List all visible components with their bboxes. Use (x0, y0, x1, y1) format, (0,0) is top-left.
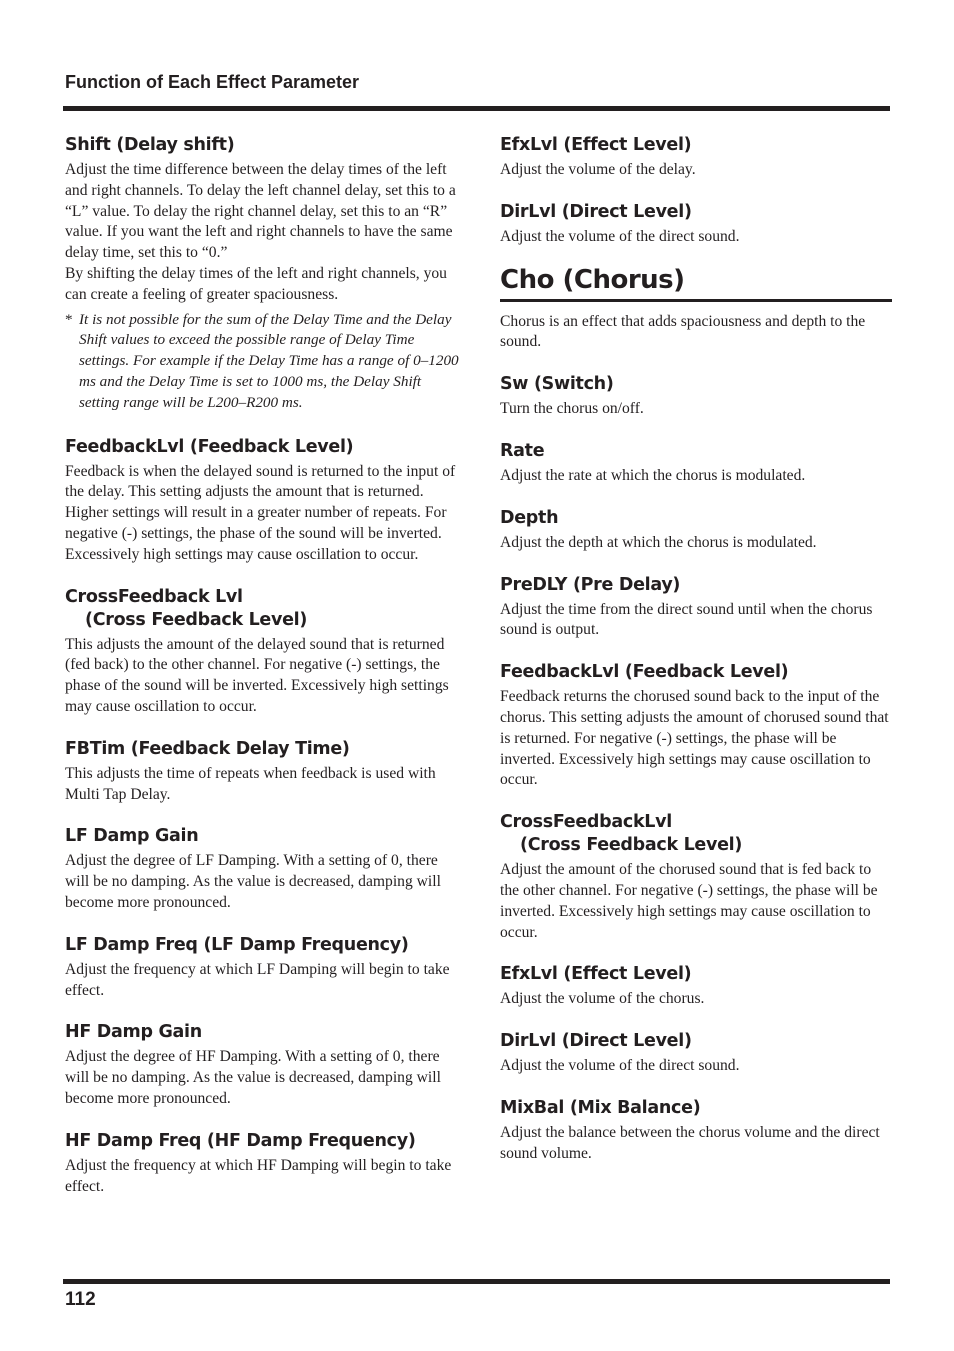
section-title-line1: CrossFeedbackLvl (500, 812, 672, 833)
section-body: Feedback is when the delayed sound is returned to the input of the delay. This setting adjusts the amount that is returned. Higher settings will result in a greater number of repeats. For negative (-) settings, the phase of the sound will be inverted. Excessively high settings may cause oscillation to occur. (65, 462, 456, 563)
section-title: PreDLY (Pre Delay) (500, 574, 681, 595)
note-asterisk: * (65, 310, 73, 328)
section-title: DirLvl (Direct Level) (500, 1031, 692, 1052)
section-efxlvl-chorus (500, 963, 892, 1010)
note (65, 310, 460, 414)
section-body: Turn the chorus on/off. (500, 400, 644, 418)
section-shift (65, 134, 460, 414)
section-title: LF Damp Gain (65, 826, 199, 847)
section-title-line2: (Cross Feedback Level) (85, 609, 308, 630)
left-column (65, 134, 460, 1212)
section-feedback-level (65, 436, 460, 566)
section-hf-damp-freq (65, 1130, 460, 1198)
section-title: LF Damp Freq (LF Damp Frequency) (65, 934, 409, 955)
section-chorus-feedback-level (500, 661, 892, 791)
section-cross-feedback-level (65, 586, 460, 718)
section-body: Adjust the depth at which the chorus is modulated. (500, 533, 817, 551)
section-depth (500, 507, 892, 554)
section-body: Adjust the time from the direct sound until when the chorus sound is output. (500, 600, 873, 639)
section-title (500, 811, 892, 857)
section-chorus-cross-feedback (500, 811, 892, 943)
section-title: Sw (Switch) (500, 374, 614, 395)
section-title: Shift (Delay shift) (65, 135, 235, 155)
section-title: Rate (500, 440, 545, 461)
footer-rule (63, 1279, 890, 1284)
section-title: HF Damp Gain (65, 1022, 202, 1043)
running-head: Function of Each Effect Parameter (65, 72, 360, 92)
section-body: Adjust the volume of the delay. (500, 161, 696, 178)
header-rule (63, 106, 890, 111)
section-rate (500, 440, 892, 487)
section-lf-damp-gain (65, 825, 460, 913)
section-mix-balance (500, 1097, 892, 1165)
section-body: Adjust the volume of the chorus. (500, 990, 705, 1008)
section-pre-delay (500, 574, 892, 642)
chorus-intro-section (500, 312, 892, 354)
section-title-line2: (Cross Feedback Level) (520, 835, 743, 856)
chorus-heading: Cho (Chorus) (500, 263, 892, 302)
chorus-intro: Chorus is an effect that adds spaciousness and depth to the sound. (500, 312, 866, 351)
note-text: It is not possible for the sum of the Delay Time and the Delay Shift values to exceed the possible range of Delay Time settings. For example if the Delay Time has a range of 0–1200 ms and the Delay Time is set to 1000 ms, the Delay Shift setting range will be L200–R200 ms. (79, 310, 459, 411)
section-title: FeedbackLvl (Feedback Level) (65, 436, 354, 457)
section-body: Adjust the amount of the chorused sound that is fed back to the other channel. For negative (-) settings, the phase will be inverted. Excessively high settings may cause oscillation to occur. (500, 861, 878, 941)
section-title (65, 586, 460, 632)
section-title: EfxLvl (Effect Level) (500, 964, 692, 985)
section-body: Adjust the volume of the direct sound. (500, 1057, 740, 1075)
section-title: FBTim (Feedback Delay Time) (65, 738, 350, 759)
section-title: MixBal (Mix Balance) (500, 1097, 701, 1118)
section-hf-damp-gain (65, 1021, 460, 1109)
section-title: FeedbackLvl (Feedback Level) (500, 662, 789, 683)
page-number: 112 (65, 1289, 96, 1310)
section-dirlvl-chorus (500, 1030, 892, 1077)
section-body: Adjust the volume of the direct sound. (500, 227, 740, 245)
section-title-line1: CrossFeedback Lvl (65, 586, 243, 607)
section-body: Adjust the frequency at which HF Damping will begin to take effect. (65, 1156, 452, 1195)
section-title: EfxLvl (Effect Level) (500, 135, 692, 155)
section-title: DirLvl (Direct Level) (500, 201, 692, 222)
section-body: Adjust the time difference between the delay times of the left and right channels. To delay the left channel delay, set this to a “L” value. To delay the right channel delay, set this to an “R” value. If you want the left and right channels to have the same delay time, set this to “0.” (65, 161, 456, 262)
section-body: This adjusts the amount of the delayed sound that is returned (fed back) to the other channel. For negative (-) settings, the phase of the sound will be inverted. Excessively high settings may cause oscillation to occur. (65, 635, 449, 715)
section-body: Adjust the degree of HF Damping. With a setting of 0, there will be no damping. As the value is decreased, damping will become more pronounced. (65, 1048, 441, 1107)
section-title: HF Damp Freq (HF Damp Frequency) (65, 1130, 416, 1151)
section-body: Adjust the frequency at which LF Damping will begin to take effect. (65, 960, 450, 999)
section-body: Feedback returns the chorused sound back to the input of the chorus. This setting adjusts the amount of chorused sound that is returned. For negative (-) settings, the phase will be inverted. Excessively high settings may cause oscillation to occur. (500, 688, 889, 789)
section-title: Depth (500, 507, 559, 528)
section-efxlvl-delay (500, 134, 892, 181)
section-body: By shifting the delay times of the left and right channels, you can create a feeling of greater spaciousness. (65, 264, 447, 303)
section-body: Adjust the degree of LF Damping. With a setting of 0, there will be no damping. As the value is decreased, damping will become more pronounced. (65, 852, 441, 911)
section-dirlvl-delay (500, 201, 892, 248)
right-column (500, 134, 892, 1180)
section-switch (500, 373, 892, 420)
section-lf-damp-freq (65, 934, 460, 1002)
section-body: This adjusts the time of repeats when feedback is used with Multi Tap Delay. (65, 764, 436, 803)
section-body: Adjust the rate at which the chorus is modulated. (500, 466, 806, 484)
section-body: Adjust the balance between the chorus volume and the direct sound volume. (500, 1123, 880, 1162)
section-fbtim (65, 738, 460, 806)
